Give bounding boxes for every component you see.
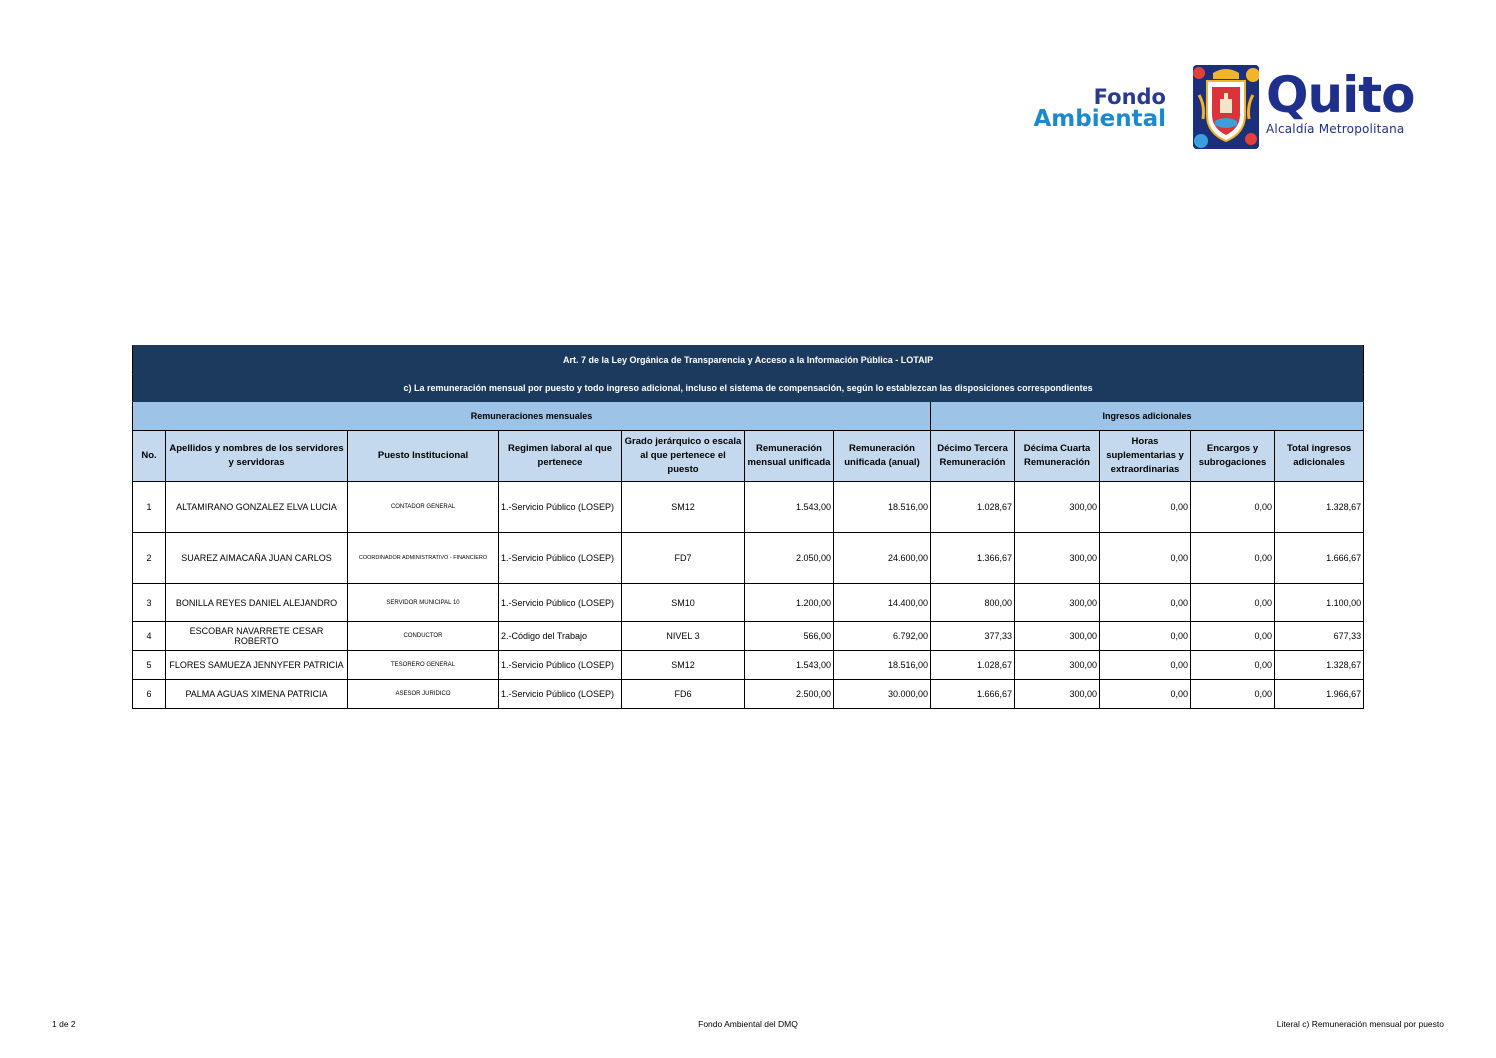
cell-grado: SM12 <box>622 482 745 533</box>
cell-mensual: 1.543,00 <box>745 651 834 680</box>
table-subtitle: c) La remuneración mensual por puesto y todo ingreso adicional, incluso el sistema de compensación, según lo establezcan las disposiciones correspondientes <box>133 375 1364 402</box>
table-row <box>133 622 1364 651</box>
cell-encargos: 0,00 <box>1191 622 1275 651</box>
cell-total: 1.666,67 <box>1275 533 1364 584</box>
col-header-decimo14: Décima Cuarta Remuneración <box>1015 431 1100 482</box>
cell-horas: 0,00 <box>1100 622 1191 651</box>
cell-mensual: 566,00 <box>745 622 834 651</box>
cell-regimen: 1.-Servicio Público (LOSEP) <box>499 680 622 709</box>
cell-total: 677,33 <box>1275 622 1364 651</box>
cell-encargos: 0,00 <box>1191 482 1275 533</box>
cell-puesto: TESORERO GENERAL <box>348 651 499 680</box>
cell-encargos: 0,00 <box>1191 533 1275 584</box>
cell-horas: 0,00 <box>1100 584 1191 622</box>
fondo-ambiental-logo <box>1016 86 1166 130</box>
cell-name: ALTAMIRANO GONZALEZ ELVA LUCIA <box>166 482 348 533</box>
cell-decimo14: 300,00 <box>1015 533 1100 584</box>
col-header-regimen: Regimen laboral al que pertenece <box>499 431 622 482</box>
col-header-encargos: Encargos y subrogaciones <box>1191 431 1275 482</box>
cell-regimen: 1.-Servicio Público (LOSEP) <box>499 584 622 622</box>
cell-decimo13: 1.028,67 <box>931 482 1015 533</box>
cell-decimo14: 300,00 <box>1015 680 1100 709</box>
cell-regimen: 1.-Servicio Público (LOSEP) <box>499 651 622 680</box>
table-row <box>133 533 1364 584</box>
cell-anual: 24.600,00 <box>834 533 931 584</box>
cell-encargos: 0,00 <box>1191 651 1275 680</box>
cell-puesto: COORDINADOR ADMINISTRATIVO - FINANCIERO <box>348 533 499 584</box>
cell-no: 6 <box>133 680 166 709</box>
cell-decimo13: 1.666,67 <box>931 680 1015 709</box>
cell-decimo13: 1.366,67 <box>931 533 1015 584</box>
section-ingresos-adicionales: Ingresos adicionales <box>931 402 1364 431</box>
coat-of-arms-icon <box>1193 65 1259 149</box>
cell-total: 1.328,67 <box>1275 482 1364 533</box>
cell-regimen: 1.-Servicio Público (LOSEP) <box>499 482 622 533</box>
cell-no: 1 <box>133 482 166 533</box>
cell-encargos: 0,00 <box>1191 584 1275 622</box>
cell-decimo14: 300,00 <box>1015 622 1100 651</box>
cell-decimo14: 300,00 <box>1015 584 1100 622</box>
cell-name: ESCOBAR NAVARRETE CESAR ROBERTO <box>166 622 348 651</box>
col-header-anual: Remuneración unificada (anual) <box>834 431 931 482</box>
cell-horas: 0,00 <box>1100 651 1191 680</box>
cell-encargos: 0,00 <box>1191 680 1275 709</box>
cell-total: 1.328,67 <box>1275 651 1364 680</box>
cell-decimo14: 300,00 <box>1015 482 1100 533</box>
cell-puesto: SERVIDOR MUNICIPAL 10 <box>348 584 499 622</box>
cell-decimo13: 800,00 <box>931 584 1015 622</box>
cell-name: FLORES SAMUEZA JENNYFER PATRICIA <box>166 651 348 680</box>
col-header-horas: Horas suplementarias y extraordinarias <box>1100 431 1191 482</box>
cell-regimen: 1.-Servicio Público (LOSEP) <box>499 533 622 584</box>
cell-mensual: 1.543,00 <box>745 482 834 533</box>
logo-fondo-line2: Ambiental <box>1033 106 1166 132</box>
cell-horas: 0,00 <box>1100 680 1191 709</box>
cell-regimen: 2.-Código del Trabajo <box>499 622 622 651</box>
cell-mensual: 1.200,00 <box>745 584 834 622</box>
cell-name: PALMA AGUAS XIMENA PATRICIA <box>166 680 348 709</box>
cell-anual: 14.400,00 <box>834 584 931 622</box>
col-header-grado: Grado jerárquico o escala al que pertenece el puesto <box>622 431 745 482</box>
col-header-total: Total ingresos adicionales <box>1275 431 1364 482</box>
col-header-name: Apellidos y nombres de los servidores y servidoras <box>166 431 348 482</box>
cell-mensual: 2.500,00 <box>745 680 834 709</box>
cell-no: 3 <box>133 584 166 622</box>
table-row <box>133 651 1364 680</box>
cell-horas: 0,00 <box>1100 482 1191 533</box>
cell-decimo13: 377,33 <box>931 622 1015 651</box>
cell-anual: 30.000,00 <box>834 680 931 709</box>
cell-anual: 18.516,00 <box>834 482 931 533</box>
quito-logo <box>1266 68 1446 136</box>
table-title: Art. 7 de la Ley Orgánica de Transparencia y Acceso a la Información Pública - LOTAIP <box>133 346 1364 375</box>
cell-anual: 18.516,00 <box>834 651 931 680</box>
cell-puesto: CONTADOR GENERAL <box>348 482 499 533</box>
cell-grado: FD7 <box>622 533 745 584</box>
cell-grado: NIVEL 3 <box>622 622 745 651</box>
cell-total: 1.100,00 <box>1275 584 1364 622</box>
section-remuneraciones: Remuneraciones mensuales <box>133 402 931 431</box>
cell-puesto: CONDUCTOR <box>348 622 499 651</box>
table-row <box>133 680 1364 709</box>
cell-name: BONILLA REYES DANIEL ALEJANDRO <box>166 584 348 622</box>
cell-horas: 0,00 <box>1100 533 1191 584</box>
cell-no: 4 <box>133 622 166 651</box>
col-header-puesto: Puesto Institucional <box>348 431 499 482</box>
footer-page-number: 1 de 2 <box>52 1019 76 1029</box>
cell-grado: SM10 <box>622 584 745 622</box>
cell-total: 1.966,67 <box>1275 680 1364 709</box>
cell-puesto: ASESOR JURIDICO <box>348 680 499 709</box>
logo-quito-word: Quito <box>1266 66 1415 124</box>
cell-decimo14: 300,00 <box>1015 651 1100 680</box>
col-header-decimo13: Décimo Tercera Remuneración <box>931 431 1015 482</box>
cell-mensual: 2.050,00 <box>745 533 834 584</box>
cell-name: SUAREZ AIMACAÑA JUAN CARLOS <box>166 533 348 584</box>
cell-grado: SM12 <box>622 651 745 680</box>
table-row <box>133 482 1364 533</box>
col-header-mensual: Remuneración mensual unificada <box>745 431 834 482</box>
logo-fondo-line1: Fondo <box>1093 85 1166 109</box>
cell-anual: 6.792,00 <box>834 622 931 651</box>
cell-no: 5 <box>133 651 166 680</box>
col-header-no: No. <box>133 431 166 482</box>
footer-right-text: Literal c) Remuneración mensual por puesto <box>1276 1019 1444 1029</box>
logo-quito-subtitle: Alcaldía Metropolitana <box>1266 122 1405 136</box>
cell-decimo13: 1.028,67 <box>931 651 1015 680</box>
cell-grado: FD6 <box>622 680 745 709</box>
table-row <box>133 584 1364 622</box>
cell-no: 2 <box>133 533 166 584</box>
footer-center-text: Fondo Ambiental del DMQ <box>698 1019 798 1029</box>
remuneration-table <box>132 345 1364 709</box>
